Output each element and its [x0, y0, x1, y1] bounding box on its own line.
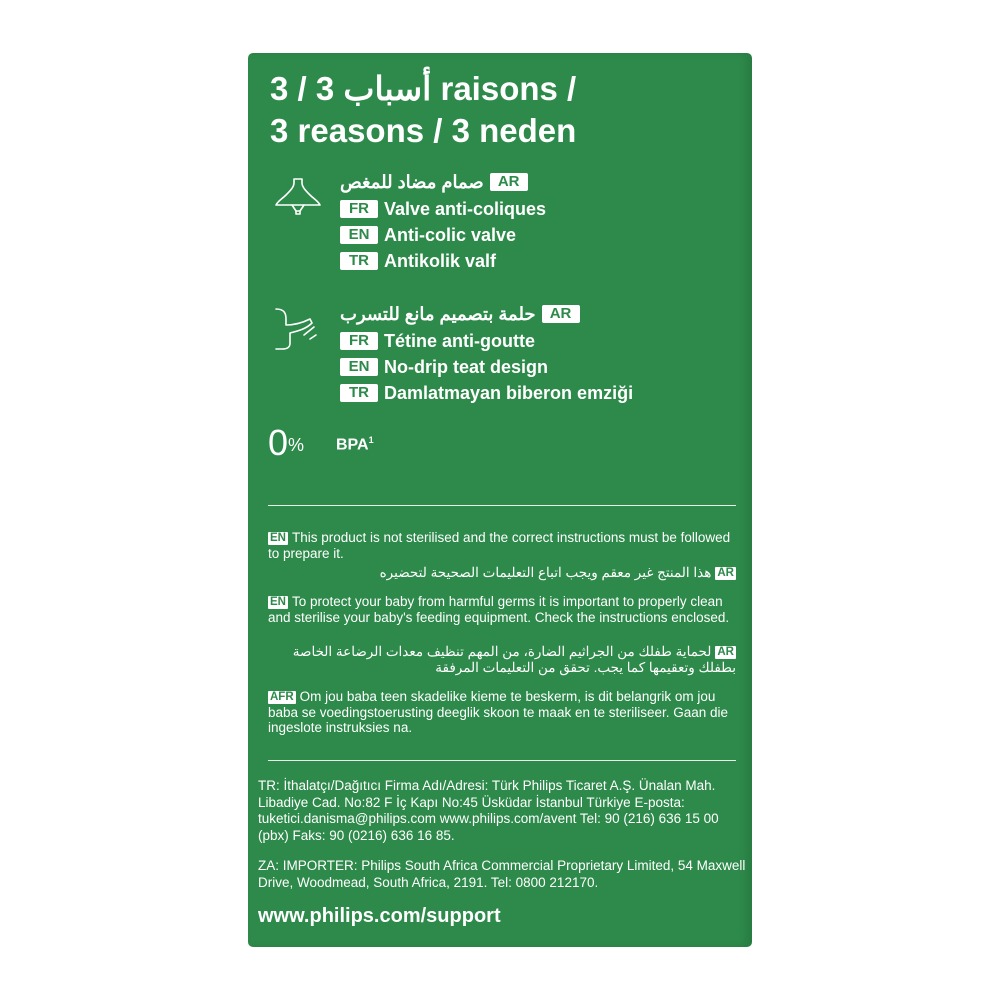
divider-top — [268, 505, 736, 506]
lang-badge: EN — [340, 358, 378, 376]
notice-en-1 — [268, 530, 736, 561]
feature-1-fr — [340, 198, 546, 220]
feature-2-ar-text: حلمة بتصميم مانع للتسرب — [340, 304, 536, 324]
valve-icon — [272, 175, 324, 219]
packaging-panel — [248, 53, 752, 947]
teat-icon — [270, 305, 322, 353]
feature-1-en-text: Anti-colic valve — [384, 225, 517, 245]
lang-badge: AR — [717, 567, 734, 579]
bpa-unit: % — [288, 435, 305, 455]
divider-bottom — [268, 760, 736, 761]
bpa-label — [336, 435, 374, 454]
notice-ar-2 — [268, 644, 736, 675]
lang-badge: EN — [270, 596, 286, 608]
notice-afr — [268, 689, 736, 736]
notice-text: To protect your baby from harmful germs it is important to properly clean and sterilise your baby's feeding equipment. Check the instructions enclosed. — [268, 594, 730, 625]
lang-badge: TR — [340, 384, 378, 402]
title-line-1: أسباب 3 / 3 raisons / — [270, 70, 577, 107]
bpa-footnote: 1 — [368, 435, 374, 445]
lang-badge: TR — [340, 252, 378, 270]
notice-text: لحماية طفلك من الجراثيم الضارة، من المهم تنظيف معدات الرضاعة الخاصة بطفلك وتعقيمها كما يجب. تحقق من التعليمات المرفقة — [292, 644, 736, 675]
notice-text: Om jou baba teen skadelike kieme te beskerm, is dit belangrik om jou baba se voedingstoerusting deeglik skoon te maak en te steriliseer. Gaan die ingeslote instruksies na. — [268, 689, 729, 735]
notice-en-2 — [268, 594, 736, 625]
feature-1-ar-text: صمام مضاد للمغص — [340, 172, 484, 192]
feature-1-ar — [340, 171, 528, 193]
lang-badge: AFR — [270, 691, 294, 703]
feature-2-tr — [340, 382, 633, 404]
lang-badge: EN — [340, 226, 378, 244]
bpa-free-mark — [268, 423, 304, 463]
title-line-2: 3 reasons / 3 neden — [270, 112, 577, 149]
feature-2-tr-text: Damlatmayan biberon emziği — [384, 383, 634, 403]
bpa-value: 0 — [268, 422, 289, 463]
feature-2-en — [340, 356, 548, 378]
lang-badge: AR — [542, 305, 580, 323]
lang-badge: FR — [340, 332, 378, 350]
feature-1-fr-text: Valve anti-coliques — [384, 199, 547, 219]
bpa-label-text: BPA — [336, 436, 369, 454]
notice-ar-1 — [268, 565, 736, 581]
importer-za: ZA: IMPORTER: Philips South Africa Commercial Proprietary Limited, 54 Maxwell Drive, Woodmead, South Africa, 2191. Tel: 0800 212170. — [258, 858, 746, 890]
feature-2-fr — [340, 330, 535, 352]
lang-badge: EN — [270, 532, 286, 544]
feature-2-en-text: No-drip teat design — [384, 357, 549, 377]
lang-badge: FR — [340, 200, 378, 218]
feature-2-ar — [340, 303, 580, 325]
lang-badge: AR — [717, 646, 734, 658]
feature-1-tr-text: Antikolik valf — [384, 251, 497, 271]
importer-tr: TR: İthalatçı/Dağıtıcı Firma Adı/Adresi: Türk Philips Ticaret A.Ş. Ünalan Mah. Libadiye Cad. No:82 F İç Kapı No:45 Üsküdar İstanbul Türkiye E-posta: tuketici.danisma@philips.com www.philips.com/avent Tel: 90 (216) 636 15 00 (pbx) Faks: 90 (0216) 636 16 85. — [258, 778, 719, 843]
feature-2-fr-text: Tétine anti-goutte — [384, 331, 535, 351]
notice-text: هذا المنتج غير معقم ويجب اتباع التعليمات الصحيحة لتحضيره — [379, 565, 712, 580]
feature-1-tr — [340, 250, 496, 272]
notice-text: This product is not sterilised and the correct instructions must be followed to prepare it. — [268, 530, 731, 561]
support-url: www.philips.com/support — [258, 905, 501, 927]
feature-1-en — [340, 224, 516, 246]
lang-badge: AR — [490, 173, 528, 191]
